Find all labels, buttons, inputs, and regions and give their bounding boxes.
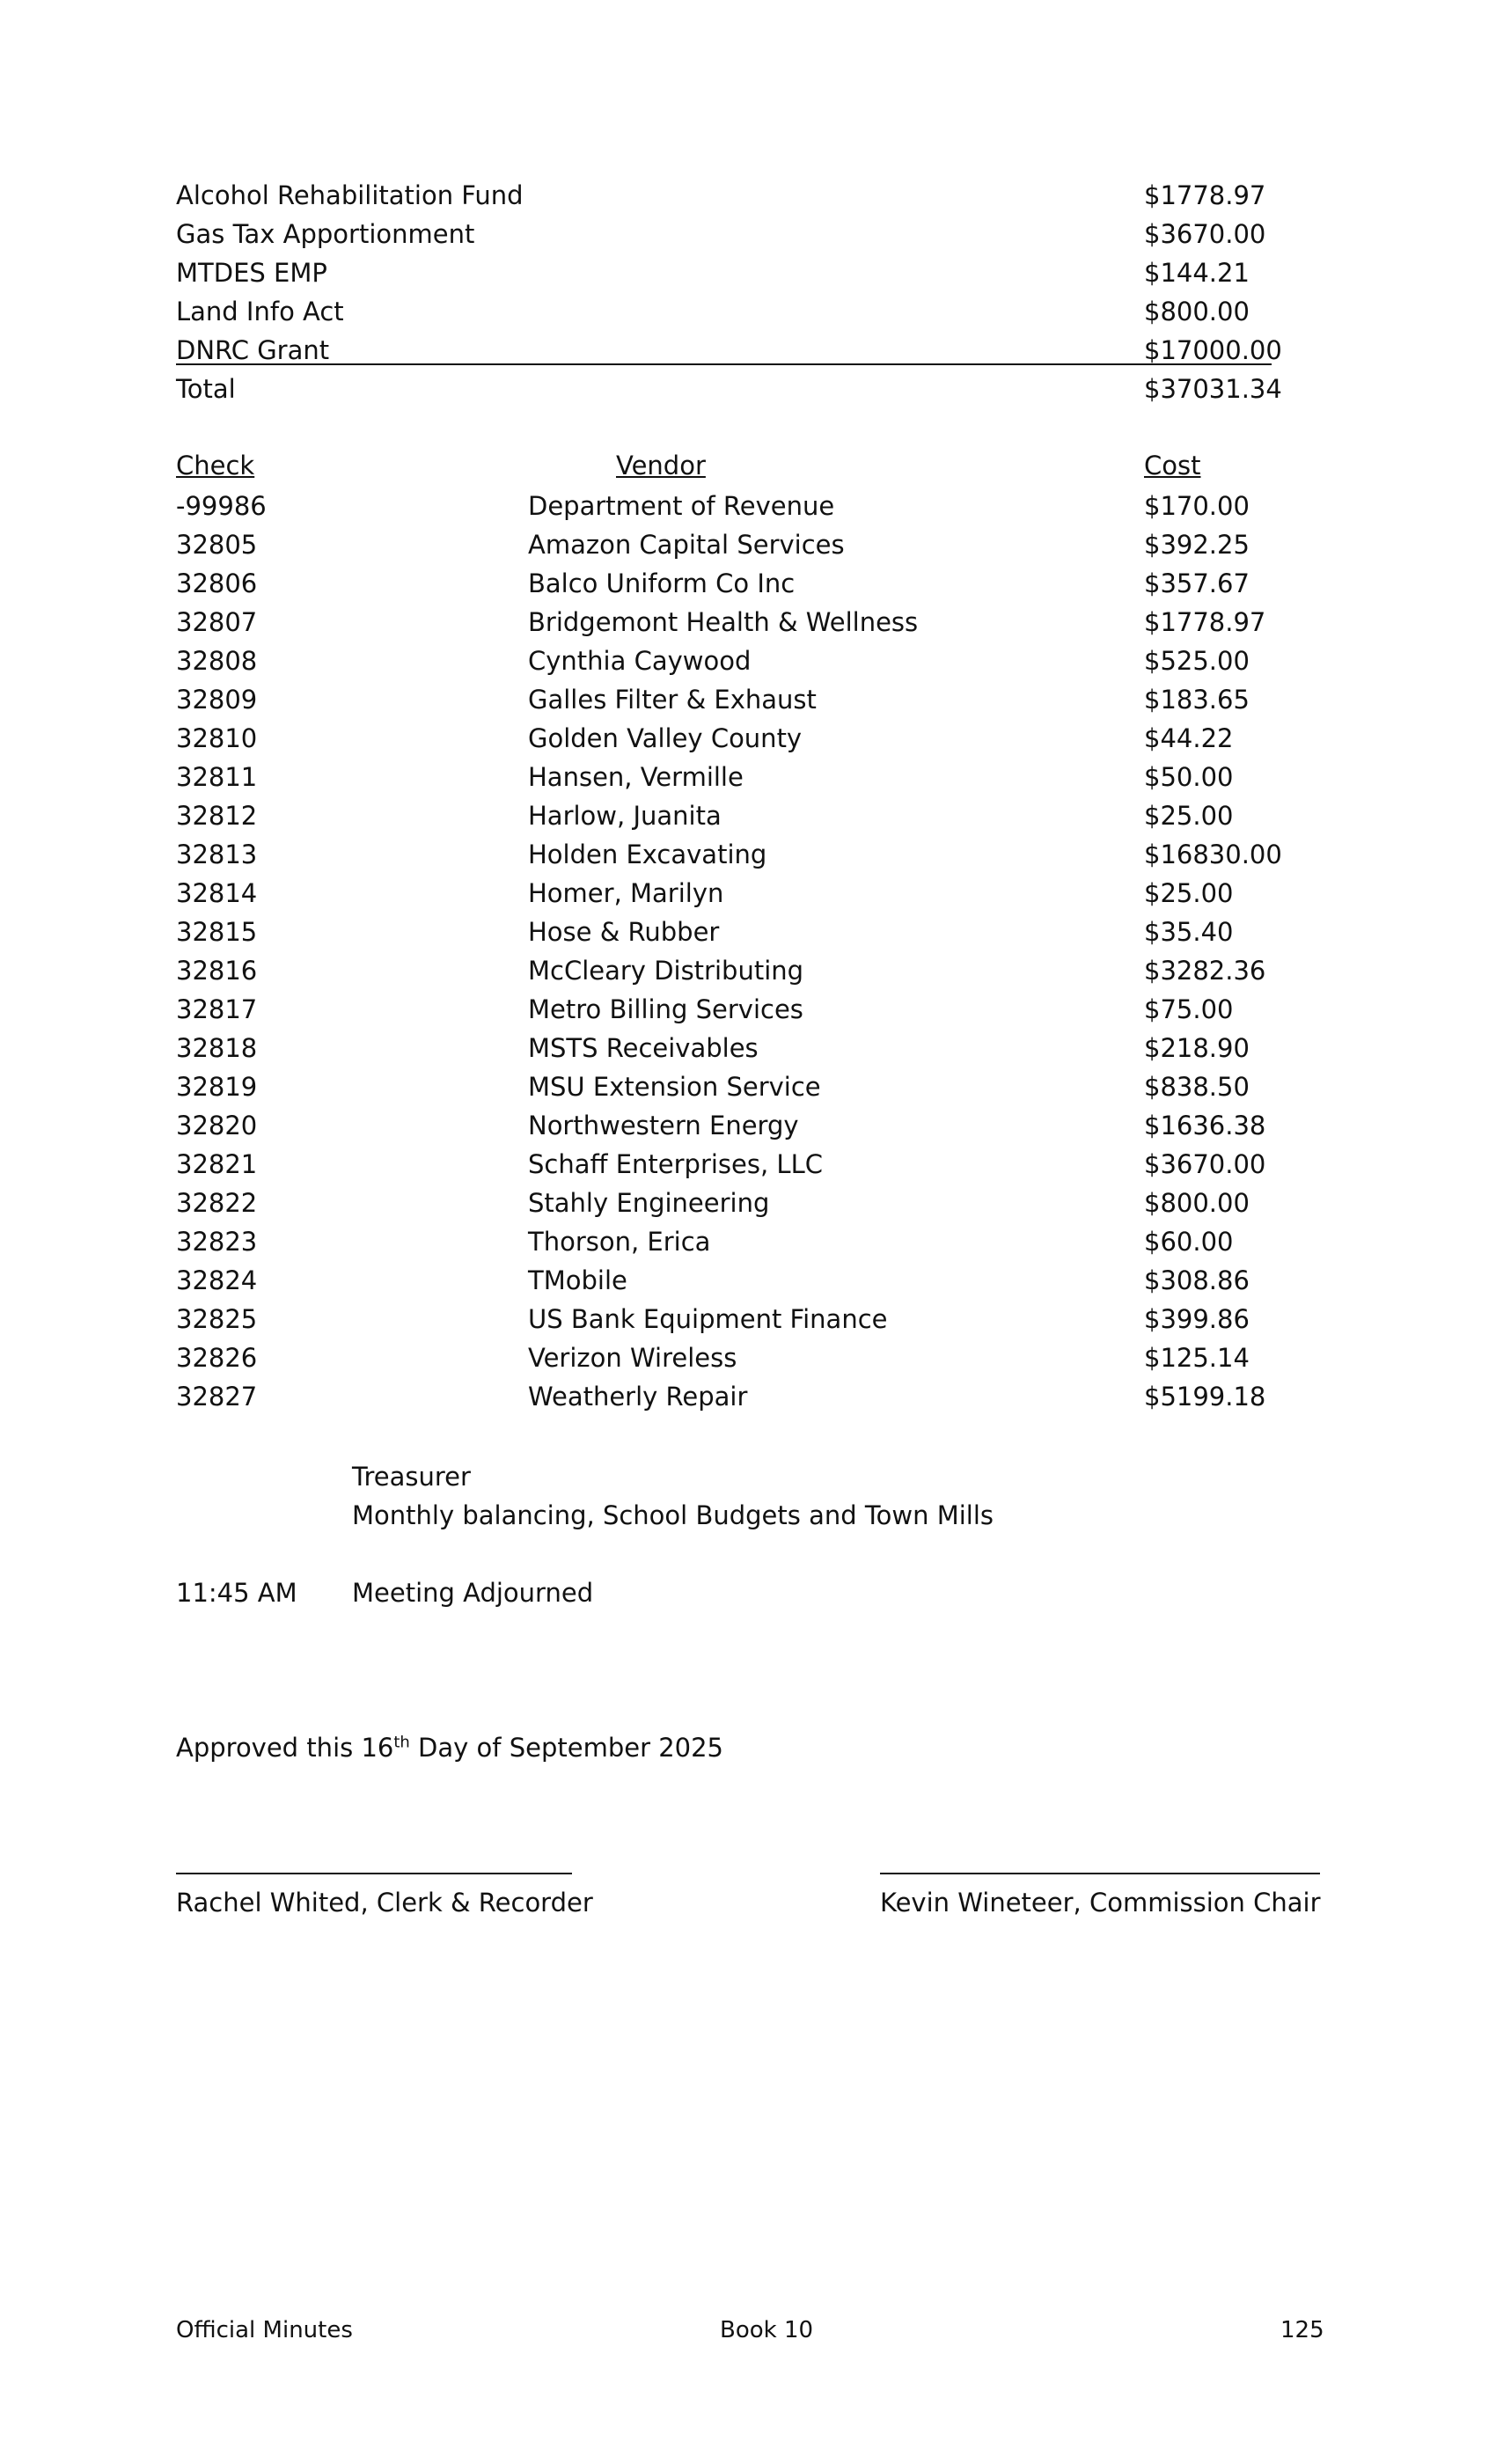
vendor-name: Bridgemont Health & Wellness [528,607,919,637]
check-number: 32822 [176,1188,258,1218]
table-row [176,913,1320,951]
fund-name: Alcohol Rehabilitation Fund [176,180,524,210]
check-number: 32815 [176,917,258,947]
check-cost: $525.00 [1144,646,1250,676]
table-row [176,874,1320,913]
check-number: 32808 [176,646,258,676]
check-cost: $1778.97 [1144,607,1266,637]
fund-row [176,253,1272,292]
approval-prefix: Approved this 16 [176,1733,394,1763]
vendor-name: Galles Filter & Exhaust [528,685,817,715]
check-cost: $44.22 [1144,723,1234,753]
total-row [176,370,1282,408]
signatory-clerk: Rachel Whited, Clerk & Recorder [176,1888,593,1918]
total-label: Total [176,374,236,404]
check-table [176,487,1320,1416]
check-cost: $50.00 [1144,762,1234,792]
check-cost: $399.86 [1144,1304,1250,1334]
fund-name: Gas Tax Apportionment [176,219,475,249]
check-cost: $25.00 [1144,878,1234,908]
table-row [176,1145,1320,1184]
check-cost: $308.86 [1144,1265,1250,1295]
table-row [176,951,1320,990]
check-cost: $35.40 [1144,917,1234,947]
table-row [176,990,1320,1029]
vendor-name: MSU Extension Service [528,1072,821,1102]
vendor-name: Verizon Wireless [528,1343,737,1373]
approval-rest: Day of September 2025 [409,1733,724,1763]
vendor-name: Hose & Rubber [528,917,720,947]
table-row [176,525,1320,564]
signatory-chair: Kevin Wineteer, Commission Chair [880,1888,1321,1918]
table-row [176,487,1320,525]
fund-name: DNRC Grant [176,335,330,365]
table-row [176,1261,1320,1300]
vendor-name: Holden Excavating [528,840,767,869]
total-amount: $37031.34 [1144,374,1282,404]
table-row [176,1222,1320,1261]
check-number: 32818 [176,1033,258,1063]
signature-line-right [880,1873,1320,1874]
check-cost: $218.90 [1144,1033,1250,1063]
check-number: 32816 [176,956,258,986]
vendor-name: Golden Valley County [528,723,803,753]
check-column-header: Check [176,451,255,480]
vendor-name: US Bank Equipment Finance [528,1304,888,1334]
check-number: 32810 [176,723,258,753]
check-cost: $183.65 [1144,685,1250,715]
table-row [176,680,1320,719]
table-row [176,758,1320,796]
table-row [176,1029,1320,1067]
check-cost: $125.14 [1144,1343,1250,1373]
treasurer-note: Monthly balancing, School Budgets and Town Mills [352,1500,994,1530]
table-row [176,564,1320,603]
check-number: 32809 [176,685,258,715]
check-cost: $392.25 [1144,530,1250,560]
table-row [176,1338,1320,1377]
table-row [176,603,1320,642]
table-row [176,796,1320,835]
treasurer-heading: Treasurer [352,1462,471,1492]
fund-row [176,215,1272,253]
vendor-name: Balco Uniform Co Inc [528,568,796,598]
fund-name: Land Info Act [176,297,344,326]
check-cost: $60.00 [1144,1227,1234,1257]
vendor-name: Schaff Enterprises, LLC [528,1149,823,1179]
check-number: 32812 [176,801,258,831]
footer-title: Official Minutes [176,2317,353,2343]
check-number: 32826 [176,1343,258,1373]
check-number: 32817 [176,994,258,1024]
table-row [176,642,1320,680]
vendor-name: Amazon Capital Services [528,530,845,560]
fund-amount: $17000.00 [1144,335,1282,365]
check-number: 32811 [176,762,258,792]
check-cost: $16830.00 [1144,840,1282,869]
vendor-name: TMobile [528,1265,627,1295]
check-cost: $5199.18 [1144,1382,1266,1412]
vendor-name: Cynthia Caywood [528,646,752,676]
check-number: 32807 [176,607,258,637]
check-number: 32824 [176,1265,258,1295]
fund-row [176,292,1272,331]
fund-amount: $800.00 [1144,297,1250,326]
check-cost: $3670.00 [1144,1149,1266,1179]
check-number: 32806 [176,568,258,598]
check-cost: $75.00 [1144,994,1234,1024]
check-number: 32827 [176,1382,258,1412]
check-number: 32823 [176,1227,258,1257]
vendor-name: Northwestern Energy [528,1111,799,1140]
fund-amount: $3670.00 [1144,219,1266,249]
vendor-name: Stahly Engineering [528,1188,770,1218]
approval-statement [176,1730,723,1765]
check-number: 32821 [176,1149,258,1179]
check-number: 32819 [176,1072,258,1102]
check-number: 32814 [176,878,258,908]
check-cost: $800.00 [1144,1188,1250,1218]
check-number: 32820 [176,1111,258,1140]
total-divider [176,363,1272,365]
vendor-name: Department of Revenue [528,491,835,521]
vendor-name: Thorson, Erica [528,1227,711,1257]
check-cost: $25.00 [1144,801,1234,831]
check-cost: $3282.36 [1144,956,1266,986]
adjourn-text: Meeting Adjourned [352,1578,594,1608]
approval-ordinal: th [393,1733,410,1752]
vendor-name: McCleary Distributing [528,956,804,986]
check-number: 32825 [176,1304,258,1334]
table-row [176,1106,1320,1145]
vendor-name: Hansen, Vermille [528,762,744,792]
vendor-name: Homer, Marilyn [528,878,724,908]
check-number: 32805 [176,530,258,560]
footer-book: Book 10 [720,2317,814,2343]
table-row [176,1067,1320,1106]
page-number: 125 [1280,2317,1324,2343]
check-cost: $170.00 [1144,491,1250,521]
cost-column-header: Cost [1144,451,1201,480]
vendor-name: MSTS Receivables [528,1033,759,1063]
signature-line-left [176,1873,572,1874]
vendor-name: Harlow, Juanita [528,801,722,831]
table-row [176,835,1320,874]
vendor-name: Metro Billing Services [528,994,803,1024]
fund-amount: $144.21 [1144,258,1250,288]
table-row [176,1184,1320,1222]
table-row [176,719,1320,758]
vendor-name: Weatherly Repair [528,1382,748,1412]
vendor-column-header: Vendor [616,451,706,480]
check-cost: $838.50 [1144,1072,1250,1102]
check-cost: $357.67 [1144,568,1250,598]
fund-name: MTDES EMP [176,258,327,288]
check-number: -99986 [176,491,267,521]
table-row [176,1377,1320,1416]
check-number: 32813 [176,840,258,869]
adjourn-time: 11:45 AM [176,1578,297,1608]
fund-amount: $1778.97 [1144,180,1266,210]
fund-row [176,176,1272,215]
check-cost: $1636.38 [1144,1111,1266,1140]
table-row [176,1300,1320,1338]
